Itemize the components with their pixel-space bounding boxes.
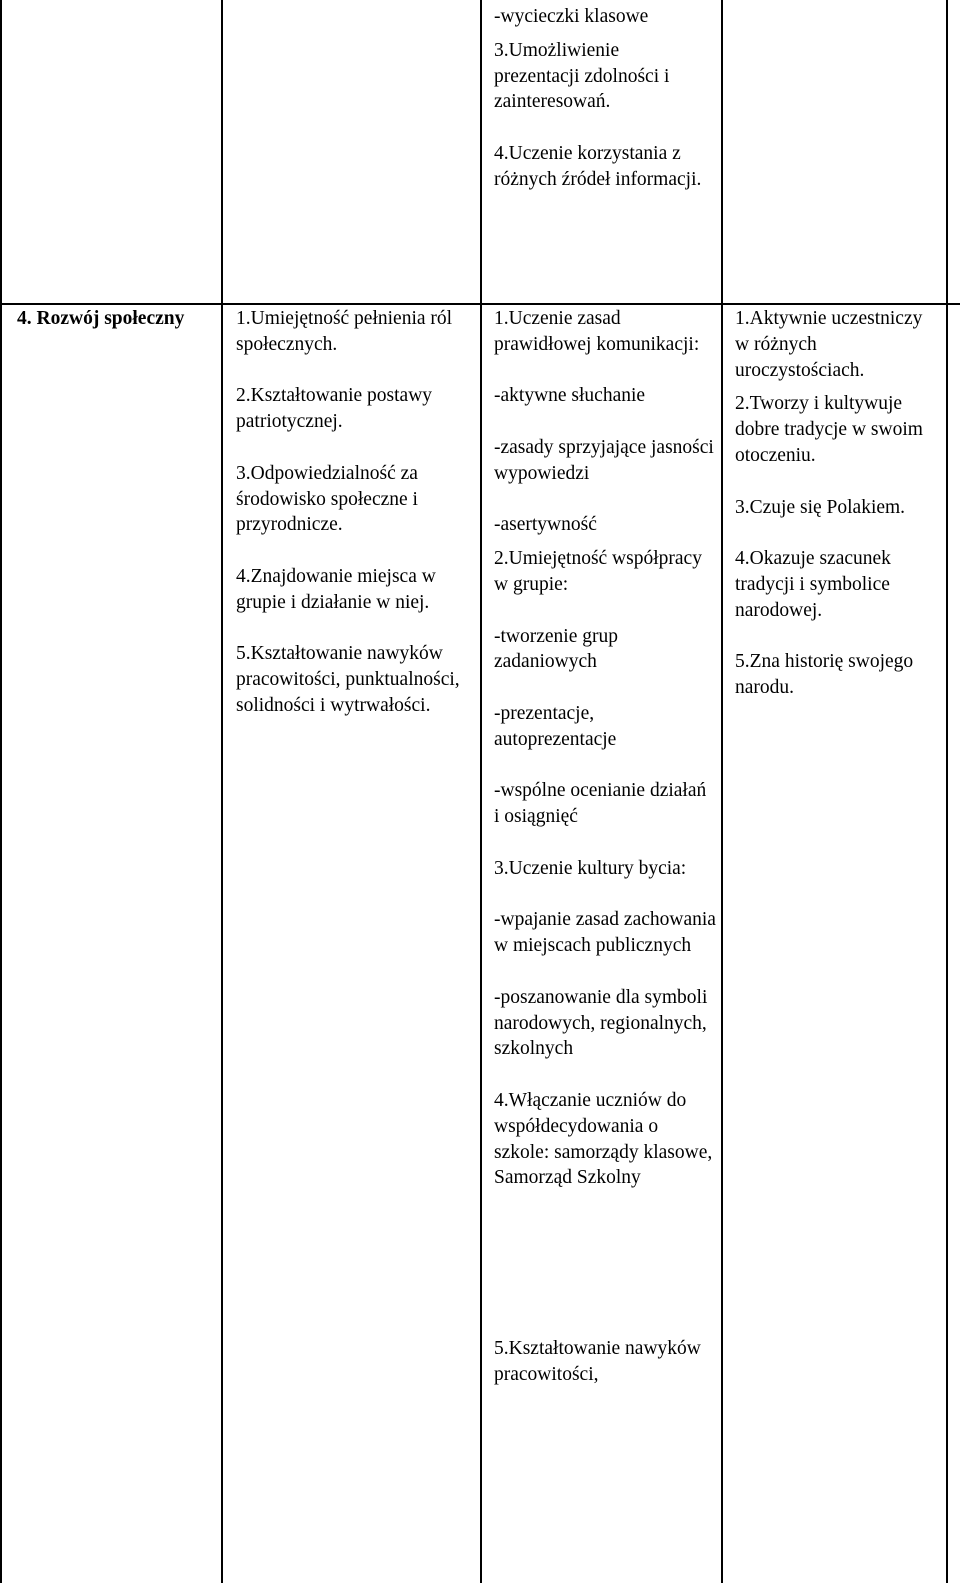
list-item: -wycieczki klasowe [494,6,649,27]
list-item: -wspólne ocenianie działań i osiągnięć [494,780,707,828]
list-item: 3.Odpowiedzialność za środowisko społeczne i przyrodnicze. [236,462,418,536]
list-item: 5.Kształtowanie nawyków pracowitości, [494,1338,701,1385]
list-item: 2.Kształtowanie postawy patriotycznej. [236,385,433,433]
list-item: 1.Aktywnie uczestniczy w różnych uroczystościach. [735,308,923,381]
list-item: 4.Włączanie uczniów do współdecydowania o szkole: samorządy klasowe, Samorząd Szkolny [494,1089,713,1189]
list-item: -prezentacje, autoprezentacje [494,702,617,750]
list-item: 3.Umożliwienie prezentacji zdolności i zainteresowań. [494,39,670,113]
list-item: -tworzenie grup zadaniowych [494,625,618,673]
list-item: -asertywność [494,514,597,536]
list-item: 3.Czuje się Polakiem. [735,496,906,518]
list-item: 1.Uczenie zasad prawidłowej komunikacji: [494,308,700,355]
list-item: 5.Zna historię swojego narodu. [735,651,914,699]
column-divider-1 [221,0,223,1583]
list-item: 2.Umiejętność współpracy w grupie: [494,548,702,595]
goals-cell [236,306,471,719]
list-item: 3.Uczenie kultury bycia: [494,857,687,879]
column-divider-2 [480,0,482,1583]
list-item: 1.Umiejętność pełnienia ról społecznych. [236,308,453,355]
table-border-left [0,0,2,1583]
list-item: -poszanowanie dla symboli narodowych, regionalnych, szkolnych [494,986,708,1060]
list-item: -aktywne słuchanie [494,385,646,407]
column-divider-3 [721,0,723,1583]
row-divider [0,303,960,305]
outcomes-cell [735,306,940,701]
list-item: 4.Znajdowanie miejsca w grupie i działanie w niej. [236,565,436,613]
continued-tasks-cell [494,4,714,193]
list-item: 4.Okazuje szacunek tradycji i symbolice narodowej. [735,548,891,621]
list-item: -zasady sprzyjające jasności wypowiedzi [494,436,714,484]
table-border-right [946,0,948,1583]
list-item: 2.Tworzy i kultywuje dobre tradycje w swoim otoczeniu. [735,393,923,466]
area-label: 4. Rozwój społeczny [17,308,185,329]
list-item: 4.Uczenie korzystania z różnych źródeł informacji. [494,142,702,190]
list-item: -wpajanie zasad zachowania w miejscach publicznych [494,909,716,957]
list-item: 5.Kształtowanie nawyków pracowitości, punktualności, solidności i wytrwałości. [236,643,460,716]
tasks-cell [494,306,716,1388]
